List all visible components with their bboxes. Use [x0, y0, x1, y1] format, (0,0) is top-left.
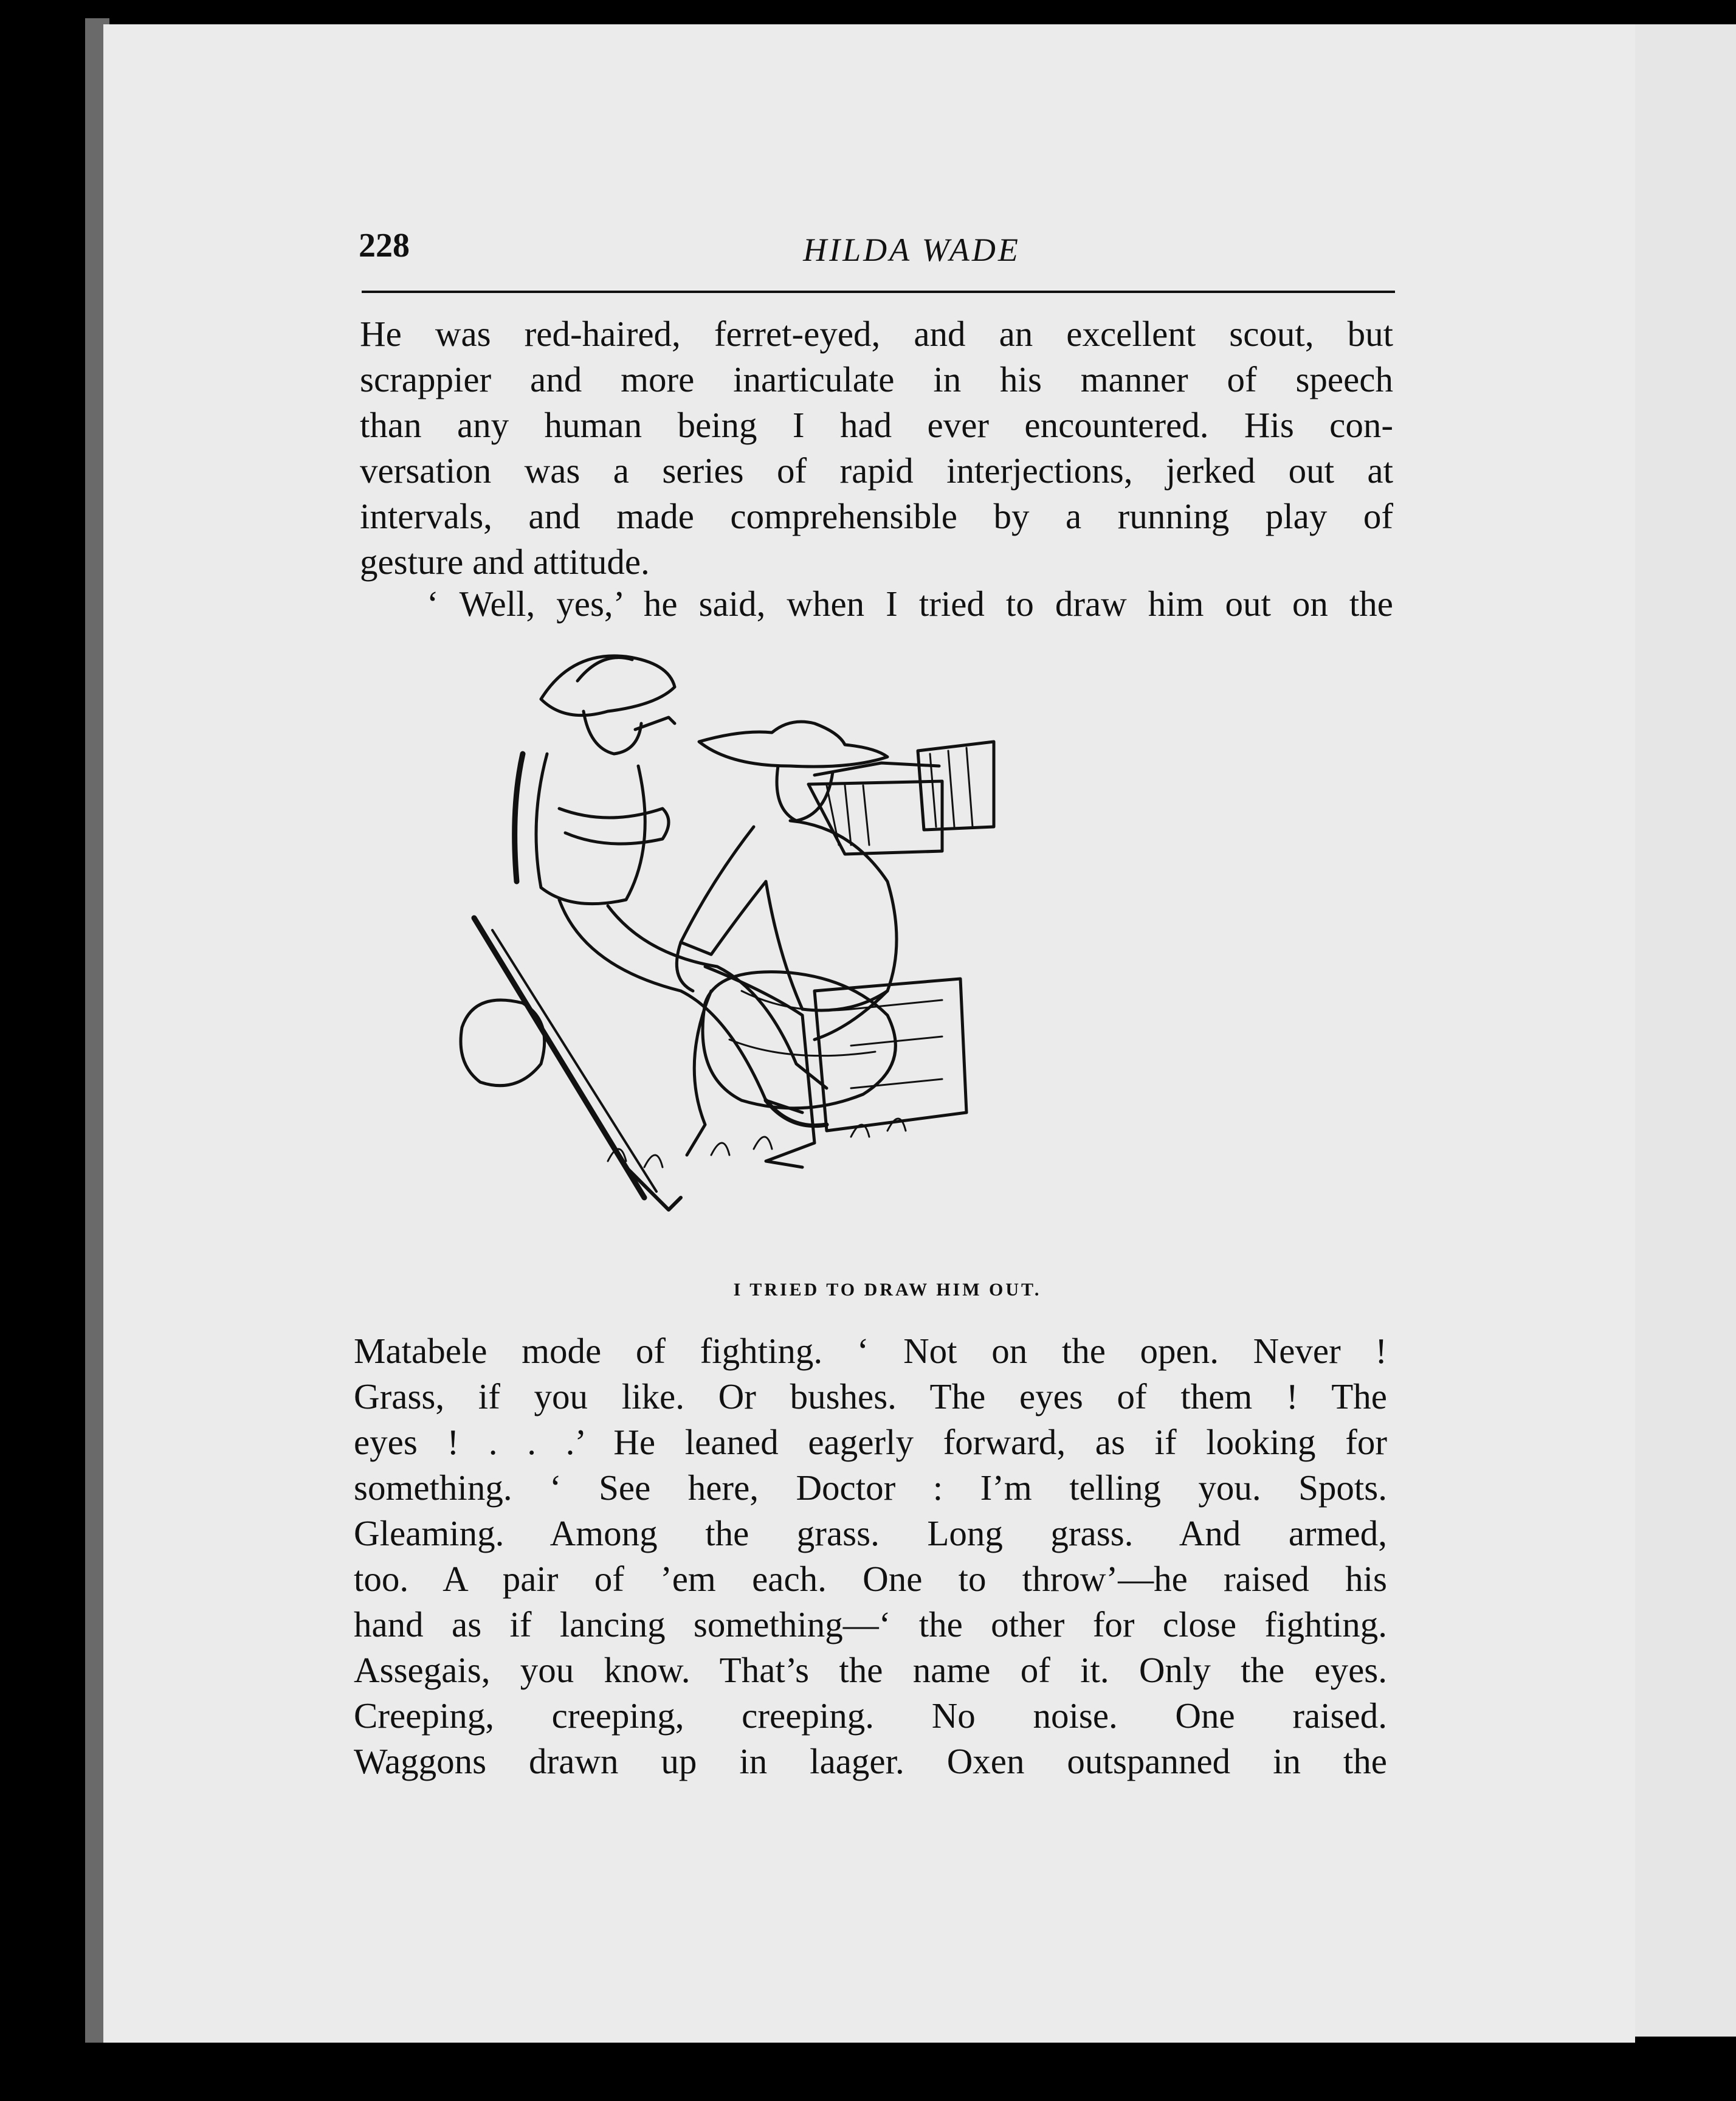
text-line: hand as if lancing something—‘ the other for close fighting.	[354, 1604, 1387, 1644]
illustration-caption: I TRIED TO DRAW HIM OUT.	[733, 1280, 1042, 1300]
text-line: scrappier and more inarticulate in his manner of speech	[360, 359, 1393, 399]
text-line: something. ‘ See here, Doctor : I’m telling you. Spots.	[354, 1468, 1387, 1508]
text-line: Waggons drawn up in laager. Oxen outspanned in the	[354, 1741, 1387, 1781]
text-line: Creeping, creeping, creeping. No noise. One raised.	[354, 1696, 1387, 1736]
text-line: versation was a series of rapid interjections, jerked out at	[360, 450, 1393, 491]
illustration-two-men-seated	[425, 626, 1313, 1271]
text-line: He was red-haired, ferret-eyed, and an excellent scout, but	[360, 314, 1393, 354]
header-rule	[362, 291, 1395, 293]
text-line: Gleaming. Among the grass. Long grass. And armed,	[354, 1513, 1387, 1553]
page-number: 228	[359, 227, 410, 264]
text-line: eyes ! . . .’ He leaned eagerly forward, as if looking for	[354, 1422, 1387, 1462]
text-line: intervals, and made comprehensible by a running play of	[360, 496, 1393, 536]
text-line: Grass, if you like. Or bushes. The eyes of them ! The	[354, 1376, 1387, 1416]
paragraph-3	[354, 1328, 1387, 1784]
running-title: HILDA WADE	[803, 232, 1021, 268]
paragraph-2	[360, 581, 1393, 627]
text-line: ‘ Well, yes,’ he said, when I tried to draw him out on the	[427, 584, 1393, 624]
text-line: Matabele mode of fighting. ‘ Not on the open. Never !	[354, 1331, 1387, 1371]
text-line: too. A pair of ’em each. One to throw’—he raised his	[354, 1559, 1387, 1599]
text-line: Assegais, you know. That’s the name of it. Only the eyes.	[354, 1650, 1387, 1690]
paragraph-1	[360, 311, 1393, 585]
text-line: gesture and attitude.	[360, 542, 650, 582]
text-line: than any human being I had ever encountered. His con-	[360, 405, 1393, 445]
